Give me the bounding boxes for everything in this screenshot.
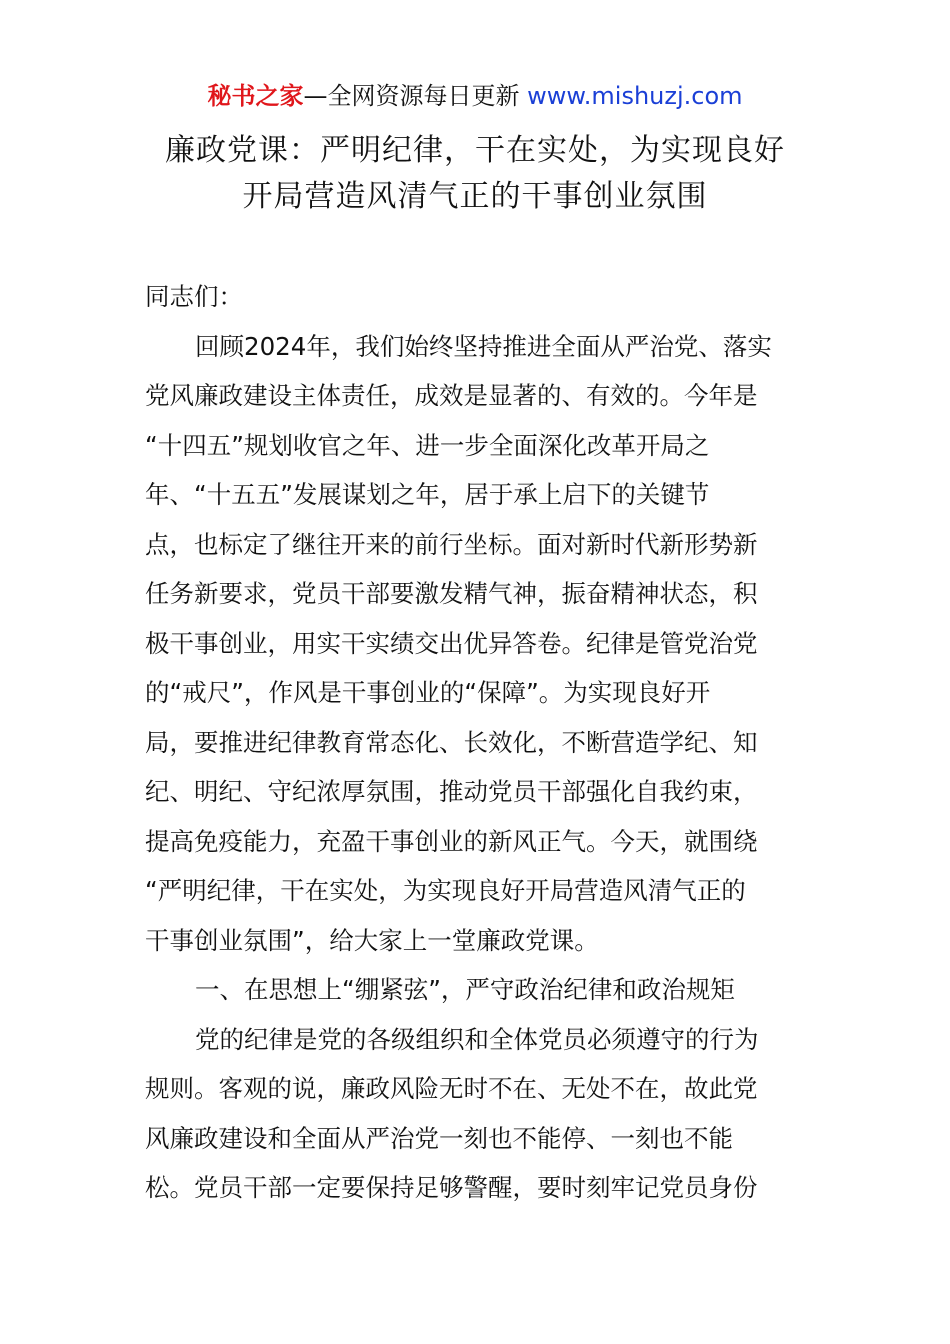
paragraph-line: “严明纪律，干在实处，为实现良好开局营造风清气正的 (145, 876, 746, 905)
title-line-1: 廉政党课：严明纪律，干在实处，为实现良好 (165, 133, 785, 168)
site-banner (0, 80, 950, 112)
salutation: 同志们： (145, 282, 243, 311)
document-body (145, 272, 810, 1213)
paragraph-line: 点，也标定了继往开来的前行坐标。面对新时代新形势新 (145, 529, 758, 559)
paragraph-line: 党的纪律是党的各级组织和全体党员必须遵守的行为 (195, 1024, 759, 1054)
paragraph-line: 党风廉政建设主体责任，成效是显著的、有效的。今年是 (145, 381, 758, 410)
paragraph-line: 的“戒尺”，作风是干事创业的“保障”。为实现良好开 (145, 678, 711, 707)
paragraph-line: 极干事创业，用实干实绩交出优异答卷。纪律是管党治党 (145, 628, 758, 658)
banner-slogan: —全网资源每日更新 (303, 82, 528, 110)
paragraph-line: 年、“十五五”发展谋划之年，居于承上启下的关键节 (145, 480, 710, 509)
paragraph-line: 任务新要求，党员干部要激发精气神，振奋精神状态，积 (145, 579, 758, 608)
paragraph-line: 纪、明纪、守纪浓厚氛围，推动党员干部强化自我约束， (145, 777, 758, 806)
site-url-link[interactable]: www.mishuzj.com (527, 82, 743, 110)
paragraph-line: 局，要推进纪律教育常态化、长效化，不断营造学纪、知 (145, 727, 758, 757)
paragraph-line: 松。党员干部一定要保持足够警醒，要时刻牢记党员身份 (145, 1173, 758, 1202)
paragraph-line: 规则。客观的说，廉政风险无时不在、无处不在，故此党 (145, 1074, 758, 1103)
paragraph-line: 回顾2024年，我们始终坚持推进全面从严治党、落实 (195, 331, 772, 361)
document-title (0, 128, 950, 220)
paragraph-line: 干事创业氛围”，给大家上一堂廉政党课。 (145, 925, 599, 955)
paragraph-line: 提高免疫能力，充盈干事创业的新风正气。今天，就围绕 (145, 826, 758, 856)
paragraph-line: “十四五”规划收官之年、进一步全面深化改革开局之 (145, 430, 710, 460)
brand-name: 秘书之家 (207, 82, 304, 110)
section-heading: 一、在思想上“绷紧弦”，严守政治纪律和政治规矩 (195, 975, 735, 1004)
paragraph-line: 风廉政建设和全面从严治党一刻也不能停、一刻也不能 (145, 1123, 733, 1153)
title-line-2: 开局营造风清气正的干事创业氛围 (242, 179, 708, 214)
